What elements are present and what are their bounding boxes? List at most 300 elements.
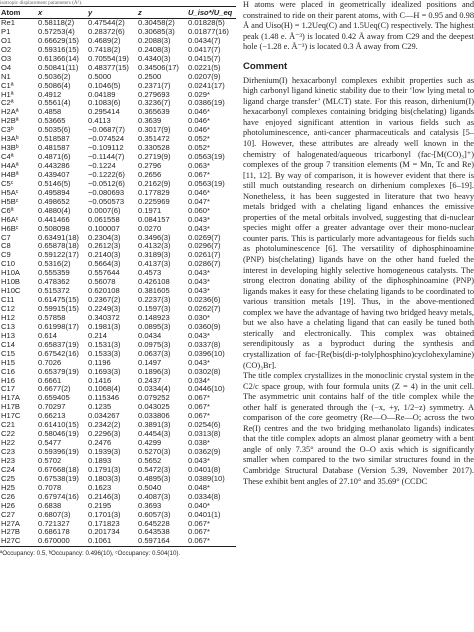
table-cell: 0.597164 bbox=[137, 537, 187, 546]
table-cell: −0.0687(7) bbox=[88, 126, 125, 135]
table-cell: 0.1597(3) bbox=[138, 305, 171, 313]
table-cell: 0.6057(3) bbox=[138, 510, 171, 519]
table-cell: 0.1416 bbox=[88, 376, 112, 385]
table-cell: 0.0334(4) bbox=[138, 385, 171, 394]
table-cell: 0.1791(3) bbox=[88, 465, 121, 474]
table-cell: C12 bbox=[1, 305, 15, 313]
table-cell: 0.4880(4) bbox=[38, 206, 71, 215]
table-cell: C21 bbox=[1, 421, 15, 430]
table-cell: H22 bbox=[1, 439, 15, 448]
table-cell: 0.4871(6) bbox=[38, 153, 71, 162]
table-cell: H17C bbox=[1, 412, 21, 421]
table-cell: 0.4895(3) bbox=[138, 474, 171, 483]
table-cell: 0.04189 bbox=[88, 90, 116, 99]
table-cell: H6Aᶜ bbox=[1, 215, 19, 224]
table-row bbox=[0, 278, 236, 287]
table-cell: 0.1083(6) bbox=[88, 99, 121, 108]
table-cell: 0.01828(5) bbox=[188, 18, 225, 27]
table-row bbox=[0, 511, 236, 520]
table-cell: 0.7418(2) bbox=[88, 45, 121, 54]
table-cell: 0.067* bbox=[188, 412, 210, 421]
table-row bbox=[0, 520, 236, 529]
table-cell: 0.2304(3) bbox=[88, 233, 121, 242]
table-row bbox=[0, 28, 236, 37]
table-cell: 0.63491(18) bbox=[38, 233, 79, 242]
table-cell: 0.0362(9) bbox=[188, 448, 221, 456]
table-row bbox=[0, 296, 236, 305]
table-cell: 0.57253(4) bbox=[38, 27, 75, 36]
table-row bbox=[0, 430, 236, 439]
table-cell: 0.0895(3) bbox=[138, 322, 171, 331]
table-cell: 0.61410(15) bbox=[38, 421, 79, 430]
table-row bbox=[0, 19, 236, 28]
table-cell: 0.0262(7) bbox=[188, 305, 221, 313]
table-cell: 0.1196 bbox=[88, 358, 111, 367]
table-cell: 0.3891(3) bbox=[138, 421, 171, 430]
table-cell: 0.1068(4) bbox=[88, 385, 121, 394]
atom-table-column bbox=[0, 0, 236, 632]
table-cell: 0.279693 bbox=[138, 90, 170, 99]
table-cell: −0.1222(6) bbox=[88, 170, 125, 179]
table-cell: 0.5702 bbox=[38, 456, 62, 465]
table-cell: 0.30458(2) bbox=[138, 18, 175, 27]
table-cell: H4Aª bbox=[1, 162, 19, 170]
table-cell: 0.201734 bbox=[88, 528, 120, 537]
article-text-column bbox=[243, 0, 474, 632]
table-cell: 0.2249(3) bbox=[88, 305, 121, 313]
table-cell: 0.046* bbox=[188, 117, 210, 126]
table-row bbox=[0, 46, 236, 55]
table-row bbox=[0, 126, 236, 135]
table-cell: 0.1971 bbox=[138, 206, 162, 215]
table-cell: 0.4689(2) bbox=[88, 36, 121, 45]
table-row bbox=[0, 403, 236, 412]
table-cell: 0.1497 bbox=[138, 358, 162, 367]
table-cell: H10B bbox=[1, 278, 20, 287]
table-cell: 0.048* bbox=[188, 483, 210, 492]
table-cell: O4 bbox=[1, 63, 12, 72]
table-cell: 0.2656 bbox=[138, 170, 162, 179]
table-row bbox=[0, 180, 236, 189]
table-cell: −0.1144(7) bbox=[88, 153, 125, 162]
table-cell: 0.2162(9) bbox=[138, 179, 171, 188]
table-cell: 0.067* bbox=[188, 519, 210, 528]
table-cell: 0.66213 bbox=[38, 412, 66, 421]
table-cell: H4Bª bbox=[1, 170, 19, 179]
table-cell: 0.171823 bbox=[88, 519, 120, 528]
table-cell: 0.2437 bbox=[138, 376, 162, 385]
table-cell: 0.084157 bbox=[138, 215, 170, 224]
table-cell: 0.079252 bbox=[138, 394, 170, 403]
table-row bbox=[0, 350, 236, 359]
table-cell: C24 bbox=[1, 465, 15, 474]
table-row bbox=[0, 234, 236, 243]
table-cell: C16 bbox=[1, 367, 15, 376]
table-cell: 0.115346 bbox=[88, 394, 120, 403]
table-cell: 0.7026 bbox=[38, 358, 62, 367]
table-cell: 0.01877(16) bbox=[188, 27, 229, 36]
table-cell: C27 bbox=[1, 510, 15, 519]
table-cell: 0.4087(3) bbox=[138, 492, 171, 501]
table-cell: 0.58118(2) bbox=[38, 18, 75, 27]
table-row bbox=[0, 412, 236, 421]
table-cell: 0.046* bbox=[188, 126, 210, 135]
table-cell: 0.0401(1) bbox=[188, 510, 221, 519]
table-cell: 0.2296(3) bbox=[88, 430, 121, 439]
table-cell: −0.080693 bbox=[88, 188, 125, 197]
table-row bbox=[0, 394, 236, 403]
table-cell: C7 bbox=[1, 233, 11, 242]
comment-paragraph-2: The title complex crystallizes in the monoclinic crystal system in the C2/c space group, with four formula units (Z = 4) in the unit cell. The asymmetric unit contains half of the title complex while the other half is generated through the (−x, +y, 1/2−z) symmetry. A comparison of the core geometry (Re—O—Re—O; across the two Re(I) centres and the two bridging methanolato ligands) indicates that the title complex adopts an almost planar geometry with a bent angle of only 7.35° around the O–O axis which is significantly smaller when compared to the two similar structures found in the Cambridge Structural Database (Version 5.39, November 2017). These exhibit bent angles of 27.10° and 35.69° (CCDC bbox=[243, 371, 474, 486]
table-row bbox=[0, 332, 236, 341]
table-cell: 0.441466 bbox=[38, 215, 70, 224]
table-cell: H16 bbox=[1, 376, 15, 385]
table-cell: 0.043* bbox=[188, 456, 210, 465]
table-cell: 0.1893 bbox=[88, 456, 112, 465]
table-row bbox=[0, 314, 236, 323]
table-cell: 0.295414 bbox=[88, 108, 120, 117]
table-cell: 0.2088(3) bbox=[138, 36, 171, 45]
table-row bbox=[0, 359, 236, 368]
table-cell: 0.439407 bbox=[38, 170, 70, 179]
atomic-coordinates-table bbox=[0, 6, 236, 547]
table-cell: 0.0007(6) bbox=[88, 206, 121, 215]
table-cell: 0.381605 bbox=[138, 287, 170, 296]
table-cell: 0.0360(9) bbox=[188, 322, 221, 331]
table-cell: 0.5561(4) bbox=[38, 99, 71, 108]
table-cell: C25 bbox=[1, 474, 15, 483]
table-cell: 0.6838 bbox=[38, 501, 62, 510]
table-cell: 0.555359 bbox=[38, 269, 70, 278]
table-cell: 0.66629(15) bbox=[38, 36, 79, 45]
table-cell: 0.330528 bbox=[138, 144, 170, 153]
table-cell: 0.70297 bbox=[38, 403, 66, 412]
table-cell: 0.365639 bbox=[138, 108, 170, 117]
table-cell: 0.481587 bbox=[38, 144, 70, 153]
table-cell: 0.5000 bbox=[88, 72, 112, 81]
table-cell: 0.038* bbox=[188, 439, 210, 448]
table-row bbox=[0, 528, 236, 537]
table-cell: 0.043* bbox=[188, 358, 210, 367]
table-cell: 0.4858 bbox=[38, 108, 62, 117]
table-cell: 0.067* bbox=[188, 170, 210, 179]
table-cell: 0.686178 bbox=[38, 528, 70, 537]
table-cell: 0.2342(2) bbox=[88, 421, 121, 430]
table-cell: 0.65837(19) bbox=[38, 340, 79, 349]
table-cell: 0.47544(2) bbox=[88, 18, 125, 27]
table-cell: 0.0415(7) bbox=[188, 54, 221, 63]
table-cell: 0.046* bbox=[188, 188, 210, 197]
table-row bbox=[0, 225, 236, 234]
table-row bbox=[0, 171, 236, 180]
table-cell: 0.6661 bbox=[38, 376, 62, 385]
table-cell: 0.620108 bbox=[88, 287, 120, 296]
table-row bbox=[0, 377, 236, 386]
table-cell: 0.5664(3) bbox=[88, 260, 121, 269]
table-cell: 0.67974(16) bbox=[38, 492, 79, 501]
table-cell: H3Bᵇ bbox=[1, 144, 19, 153]
table-cell: 0.61475(15) bbox=[38, 296, 79, 305]
table-cell: H27C bbox=[0, 537, 37, 546]
table-cell: H5Aᶜ bbox=[1, 188, 19, 197]
table-row bbox=[0, 189, 236, 198]
table-cell: C3ᵇ bbox=[1, 126, 14, 135]
comment-paragraph-1: Dirhenium(I) hexacarbonyl complexes exhibit properties such as high carbonyl ligand kinetic stability due to their ‘low lying metal to ligand charge transfer’ (MLCT) state. For this reason, dirhenium(I) hexacarbonyl complexes containing bridging bis(chelating) ligands have enjoyed significant attention in various fields such as photoluminescence, anti-cancer pharmaceuticals and catalysis [5–10]. However, these attributes are already well known in the chemistry of halogenated/aqueous tricarbonyl (fac-[M(CO)₃]⁺) complexes of the group 7 transition elements (M = Mn, Tc and Re) [11, 12]. By way of comparison, it is however evident that there is still much outstanding research on dirhenium complexes [6–19]. Nonetheless, it has been suggested in literature that two heavy metals bridged with a chelating ligand enhances the emissive properties of the metal orbitals involved, suggesting that di-nuclear species might offer a greater advantage over their mono-nuclear counter parts. This is particularly more advantageous for fields such as photoluminescence [6]. The versatility of diphosphinoamine (PNP) bis(chelating) ligands have on the other hand fueled the interest in developing highly selective homogeneous catalysts. The strong electron donating ability of the diphosphinoamine (PNP) ligands makes it easy for these chelating ligands to be coordinated to various transition metals [19]. Thus, in the above-mentioned complex we have the advantage of having two bridged heavy metals, but we also have a chelating ligand that can easily be tuned both sterically and electronically. This complex was obtained serendipitously as a byproduct during the synthesis and crystallization of fac-[Re(bis(di-p-tolylphosphino)cyclohexylamine)(CO)₃Br]. bbox=[243, 75, 474, 370]
table-cell: 0.5652 bbox=[138, 456, 162, 465]
table-cell: 0.1939(3) bbox=[88, 448, 121, 456]
table-cell: 0.029* bbox=[188, 90, 210, 99]
table-cell: 0.67542(16) bbox=[38, 349, 79, 358]
table-cell: 0.0302(8) bbox=[188, 367, 221, 376]
table-row bbox=[0, 439, 236, 448]
table-row bbox=[0, 162, 236, 171]
table-cell: H27B bbox=[1, 528, 20, 537]
table-row bbox=[0, 153, 236, 162]
table-row bbox=[0, 475, 236, 484]
table-cell: C11 bbox=[1, 296, 15, 305]
header-x: x bbox=[37, 7, 87, 19]
table-cell: 0.59396(19) bbox=[38, 448, 79, 456]
table-cell: C8 bbox=[1, 242, 11, 251]
table-cell: 0.0434(7) bbox=[188, 36, 221, 45]
table-cell: 0.047* bbox=[188, 197, 210, 206]
table-cell: 0.052* bbox=[188, 144, 210, 153]
refinement-paragraph: H atoms were placed in geometrically idealized positions and constrained to ride on their parent atoms, with C—H = 0.95 and 0.98 Å and Uiso(H) = 1.2Ueq(C) and 1.5Ueq(C) respectively. The highest peak (1.48 e. Å⁻³) is located 0.42 Å away from C29 and the deepest hole (−1.28 e. Å⁻³) is located 0.3 Å away from C29. bbox=[243, 0, 474, 52]
table-cell: 0.5086(4) bbox=[38, 81, 71, 90]
table-row bbox=[0, 242, 236, 251]
table-cell: 0.3496(3) bbox=[138, 233, 171, 242]
table-header-row bbox=[0, 7, 236, 19]
table-cell: 0.067* bbox=[187, 537, 236, 546]
table-cell: 0.3017(9) bbox=[138, 126, 171, 135]
table-cell: 0.034* bbox=[188, 376, 210, 385]
table-cell: −0.050573 bbox=[88, 197, 125, 206]
table-cell: H12 bbox=[1, 313, 15, 322]
table-row bbox=[0, 108, 236, 117]
table-cell: 0.0337(8) bbox=[188, 340, 221, 349]
table-cell: 0.063* bbox=[188, 162, 210, 170]
table-cell: 0.5146(5) bbox=[38, 179, 71, 188]
table-cell: 0.5316(2) bbox=[38, 260, 71, 269]
table-cell: 0.0637(3) bbox=[138, 349, 171, 358]
table-cell: 0.2719(9) bbox=[138, 153, 171, 162]
table-cell: 0.659405 bbox=[38, 394, 70, 403]
table-row bbox=[0, 55, 236, 64]
table-cell: 0.59122(17) bbox=[38, 251, 79, 260]
table-row bbox=[0, 269, 236, 278]
table-cell: 0.0270 bbox=[138, 224, 162, 233]
table-cell: 0.043* bbox=[188, 278, 210, 287]
table-cell: O2 bbox=[1, 45, 12, 54]
table-cell: H23 bbox=[1, 456, 15, 465]
table-row bbox=[0, 251, 236, 260]
table-row bbox=[0, 537, 236, 546]
table-cell: 0.034267 bbox=[88, 412, 120, 421]
table-cell: 0.670000 bbox=[37, 537, 87, 546]
table-row bbox=[0, 457, 236, 466]
header-z: z bbox=[137, 7, 187, 19]
table-row bbox=[0, 135, 236, 144]
table-row bbox=[0, 144, 236, 153]
table-cell: C23 bbox=[1, 448, 15, 456]
table-cell: 0.1981(3) bbox=[88, 322, 121, 331]
table-cell: H13 bbox=[1, 331, 15, 340]
table-cell: 0.443286 bbox=[38, 162, 70, 170]
table-cell: 0.0313(8) bbox=[188, 430, 221, 439]
table-cell: C5ᶜ bbox=[1, 179, 14, 188]
table-row bbox=[0, 493, 236, 502]
table-cell: H17B bbox=[1, 403, 20, 412]
table-row bbox=[0, 368, 236, 377]
table-cell: 0.4113 bbox=[88, 117, 111, 126]
table-cell: 0.1531(3) bbox=[88, 340, 121, 349]
table-cell: 0.043* bbox=[188, 215, 210, 224]
table-cell: 0.0261(7) bbox=[188, 251, 221, 260]
table-cell: C1ª bbox=[1, 81, 14, 90]
table-row bbox=[0, 466, 236, 475]
table-cell: 0.5472(3) bbox=[138, 465, 171, 474]
table-cell: 0.0269(7) bbox=[188, 233, 221, 242]
table-cell: 0.2371(7) bbox=[138, 81, 171, 90]
table-cell: 0.65878(18) bbox=[38, 242, 79, 251]
table-cell: 0.2367(2) bbox=[88, 296, 121, 305]
table-cell: 0.0401(8) bbox=[188, 465, 221, 474]
table-cell: C17 bbox=[1, 385, 15, 394]
table-cell: 0.61366(14) bbox=[38, 54, 79, 63]
table-cell: 0.3189(3) bbox=[138, 251, 171, 260]
table-cell: 0.4340(3) bbox=[138, 54, 171, 63]
table-cell: C14 bbox=[1, 340, 15, 349]
table-cell: 0.0296(7) bbox=[188, 242, 221, 251]
table-cell: 0.100007 bbox=[88, 224, 120, 233]
table-cell: 0.498652 bbox=[38, 197, 70, 206]
table-row bbox=[0, 385, 236, 394]
table-footnote: ªOccupancy: 0.5, ᵇOccupancy: 0.496(10), ᶜOccupancy: 0.504(10). bbox=[0, 550, 181, 558]
table-cell: H10A bbox=[1, 269, 20, 278]
table-cell: 0.046* bbox=[188, 108, 210, 117]
table-cell: C26 bbox=[1, 492, 15, 501]
table-cell: 0.4137(3) bbox=[138, 260, 171, 269]
table-row bbox=[0, 117, 236, 126]
table-cell: 0.214 bbox=[88, 331, 108, 340]
table-cell: H26 bbox=[1, 501, 15, 510]
table-cell: 0.2476 bbox=[88, 439, 112, 448]
table-cell: 0.4454(3) bbox=[138, 430, 171, 439]
table-cell: 0.645228 bbox=[138, 519, 170, 528]
table-cell: 0.0386(19) bbox=[188, 99, 225, 108]
table-cell: 0.2500 bbox=[138, 72, 162, 81]
table-cell: 0.0389(10) bbox=[188, 474, 225, 483]
table-row bbox=[0, 91, 236, 100]
table-cell: 0.58046(19) bbox=[38, 430, 79, 439]
table-cell: 0.0975(3) bbox=[138, 340, 171, 349]
table-cell: 0.426108 bbox=[138, 278, 170, 287]
table-cell: 0.518587 bbox=[38, 135, 70, 144]
table-row bbox=[0, 198, 236, 207]
table-cell: 0.67668(18) bbox=[38, 465, 79, 474]
table-cell: 0.3639 bbox=[138, 117, 162, 126]
table-cell: O3 bbox=[1, 54, 12, 63]
table-cell: −0.0512(6) bbox=[88, 179, 125, 188]
table-cell: 0.0446(10) bbox=[188, 385, 225, 394]
table-cell: 0.614 bbox=[38, 331, 58, 340]
table-cell: H3Aᵇ bbox=[1, 135, 19, 144]
table-cell: 0.65379(19) bbox=[38, 367, 79, 376]
table-cell: C10 bbox=[1, 260, 15, 269]
table-cell: C13 bbox=[1, 322, 15, 331]
table-cell: 0.5035(6) bbox=[38, 126, 71, 135]
table-row bbox=[0, 73, 236, 82]
table-cell: C6ª bbox=[1, 206, 14, 215]
table-cell: 0.043025 bbox=[138, 403, 170, 412]
table-cell: 0.067* bbox=[188, 394, 210, 403]
table-cell: H25 bbox=[1, 483, 15, 492]
table-cell: 0.34506(17) bbox=[138, 63, 179, 72]
header-atom: Atom bbox=[0, 7, 37, 19]
table-cell: 0.0221(5) bbox=[188, 63, 221, 72]
table-cell: 0.043* bbox=[188, 331, 210, 340]
table-cell: 0.59915(15) bbox=[38, 305, 79, 313]
table-cell: 0.1046(5) bbox=[88, 81, 121, 90]
table-cell: 0.0241(17) bbox=[188, 81, 225, 90]
table-cell: 0.3693 bbox=[138, 501, 162, 510]
table-cell: 0.56078 bbox=[88, 278, 116, 287]
table-cell: 0.1061 bbox=[87, 537, 137, 546]
table-cell: 0.030* bbox=[188, 313, 210, 322]
table-cell: 0.5036(2) bbox=[38, 72, 71, 81]
table-cell: H2Aª bbox=[1, 108, 19, 117]
table-cell: 0.0286(7) bbox=[188, 260, 221, 269]
table-cell: O1 bbox=[1, 36, 12, 45]
table-cell: H15 bbox=[1, 358, 15, 367]
table-cell: 0.340372 bbox=[88, 313, 120, 322]
table-cell: 0.067* bbox=[188, 528, 210, 537]
table-cell: 0.0434 bbox=[138, 331, 162, 340]
table-cell: 0.148923 bbox=[138, 313, 170, 322]
table-cell: C2ª bbox=[1, 99, 14, 108]
table-cell: 0.48377(15) bbox=[88, 63, 129, 72]
table-row bbox=[0, 287, 236, 296]
table-body bbox=[0, 19, 236, 547]
table-cell: 0.0207(9) bbox=[188, 72, 221, 81]
table-cell: H27A bbox=[1, 519, 20, 528]
table-cell: −0.074524 bbox=[88, 135, 125, 144]
header-uiso: U_iso*/U_eq bbox=[187, 7, 236, 19]
table-cell: 0.61998(17) bbox=[38, 322, 79, 331]
section-heading-comment: Comment bbox=[243, 60, 288, 72]
table-cell: 0.043* bbox=[188, 287, 210, 296]
table-cell: 0.0563(19) bbox=[188, 179, 225, 188]
table-row bbox=[0, 82, 236, 91]
table-cell: 0.060* bbox=[188, 206, 210, 215]
table-cell: 0.70554(19) bbox=[88, 54, 129, 63]
table-cell: 0.2612(3) bbox=[88, 242, 121, 251]
table-cell: 0.033806 bbox=[138, 412, 170, 421]
table-cell: 0.0334(8) bbox=[188, 492, 221, 501]
table-row bbox=[0, 37, 236, 46]
table-cell: H1ª bbox=[1, 90, 14, 99]
table-cell: 0.061558 bbox=[88, 215, 120, 224]
table-cell: 0.1533(3) bbox=[88, 349, 121, 358]
table-cell: 0.7078 bbox=[38, 483, 62, 492]
table-cell: H10C bbox=[1, 287, 21, 296]
table-cell: 0.57858 bbox=[38, 313, 66, 322]
table-cell: H2Bª bbox=[1, 117, 19, 126]
table-cell: 0.2796 bbox=[138, 162, 162, 170]
table-row bbox=[0, 341, 236, 350]
table-cell: 0.6807(3) bbox=[38, 510, 71, 519]
table-row bbox=[0, 260, 236, 269]
